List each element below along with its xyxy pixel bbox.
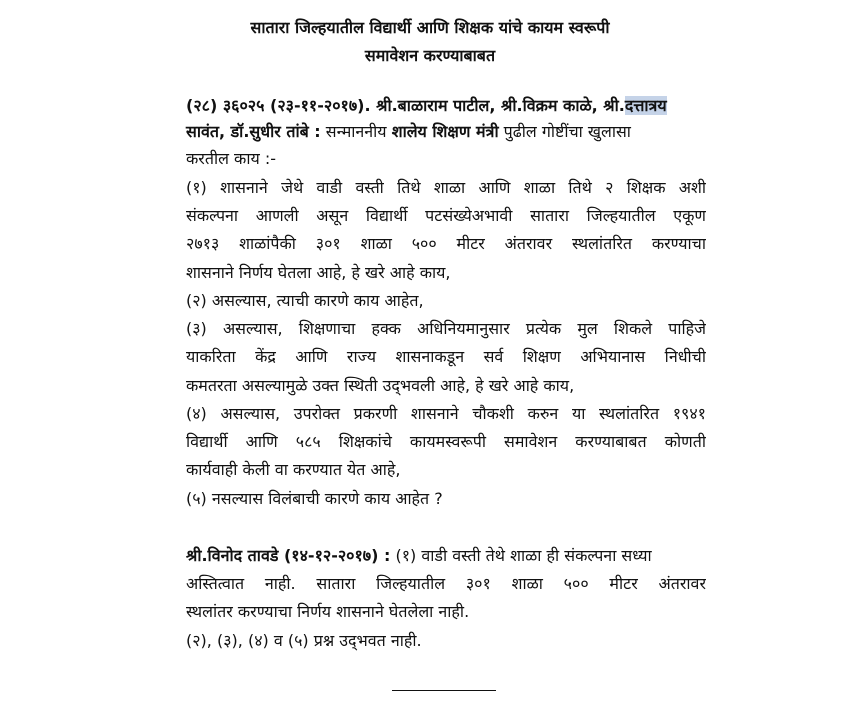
question-part1-line2: संकल्पना आणली असून विद्यार्थी पटसंख्येअभावी सातारा जिल्हयातील एकूण: [186, 206, 706, 225]
question-part1-line4: शासनाने निर्णय घेतला आहे, हे खरे आहे काय,: [186, 263, 451, 282]
question-number-and-members: (२८) ३६०२५ (२३-११-२०१७). श्री.बाळाराम पाटील, श्री.विक्रम काळे, श्री.: [186, 96, 625, 115]
question-part4-line3: कार्यवाही केली वा करण्यात येत आहे,: [186, 460, 401, 479]
minister-name: शालेय शिक्षण मंत्री: [391, 122, 499, 141]
question-header: [186, 95, 706, 117]
question-members-line2: [186, 121, 706, 143]
answer-line1-text: (१) वाडी वस्ती तेथे शाळा ही संकल्पना सध्या: [390, 546, 652, 565]
question-part3-line1: (३) असल्यास, शिक्षणाचा हक्क अधिनियमानुसार प्रत्येक मुल शिकले पाहिजे: [186, 319, 706, 338]
question-members-names: सावंत, डॉ.सुधीर तांबे :: [186, 122, 321, 141]
question-part3-line3: कमतरता असल्यामुळे उक्त स्थिती उद्‌भवली आहे, हे खरे आहे काय,: [186, 376, 575, 395]
question-intro-tail: पुढील गोष्टींचा खुलासा: [498, 122, 631, 141]
question-part1-line3: २७१३ शाळांपैकी ३०१ शाळा ५०० मीटर अंतरावर स्थलांतरित करण्याचा: [186, 234, 706, 253]
question-intro: सन्माननीय: [320, 122, 392, 141]
question-part3-line2: याकरिता केंद्र आणि राज्य शासनाकडून सर्व शिक्षण अभियानास निधीची: [186, 347, 706, 366]
separator-line: [392, 690, 496, 691]
answer-line3: स्थलांतर करण्याचा निर्णय शासनाने घेतलेला नाही.: [186, 602, 470, 621]
answer-line4: (२), (३), (४) व (५) प्रश्न उद्‌भवत नाही.: [186, 631, 422, 650]
question-part4-line2: विद्यार्थी आणि ५८५ शिक्षकांचे कायमस्वरूपी समावेशन करण्याबाबत कोणती: [186, 432, 706, 451]
document-title-line1: सातारा जिल्हयातील विद्यार्थी आणि शिक्षक यांचे कायम स्वरूपी: [250, 18, 610, 37]
highlighted-text[interactable]: दत्तात्रय: [624, 96, 667, 115]
question-part4-line1: (४) असल्यास, उपरोक्त प्रकरणी शासनाने चौकशी करुन या स्थलांतरित १९४१: [186, 404, 706, 423]
answer-line2: अस्तित्वात नाही. सातारा जिल्हयातील ३०१ शाळा ५०० मीटर अंतरावर: [186, 574, 706, 593]
question-part2: (२) असल्यास, त्याची कारणे काय आहेत,: [186, 291, 424, 310]
question-part5: (५) नसल्यास विलंबाची कारणे काय आहेत ?: [186, 489, 443, 508]
document-title-line2: समावेशन करण्याबाबत: [364, 46, 496, 65]
answer-minister-and-date: श्री.विनोद तावडे (१४-१२-२०१७) :: [186, 546, 391, 565]
answer-header: [186, 545, 706, 567]
question-part1-line1: (१) शासनाने जेथे वाडी वस्ती तिथे शाळा आणि शाळा तिथे २ शिक्षक अशी: [186, 178, 706, 197]
question-intro-line3: करतील काय :-: [186, 149, 276, 168]
